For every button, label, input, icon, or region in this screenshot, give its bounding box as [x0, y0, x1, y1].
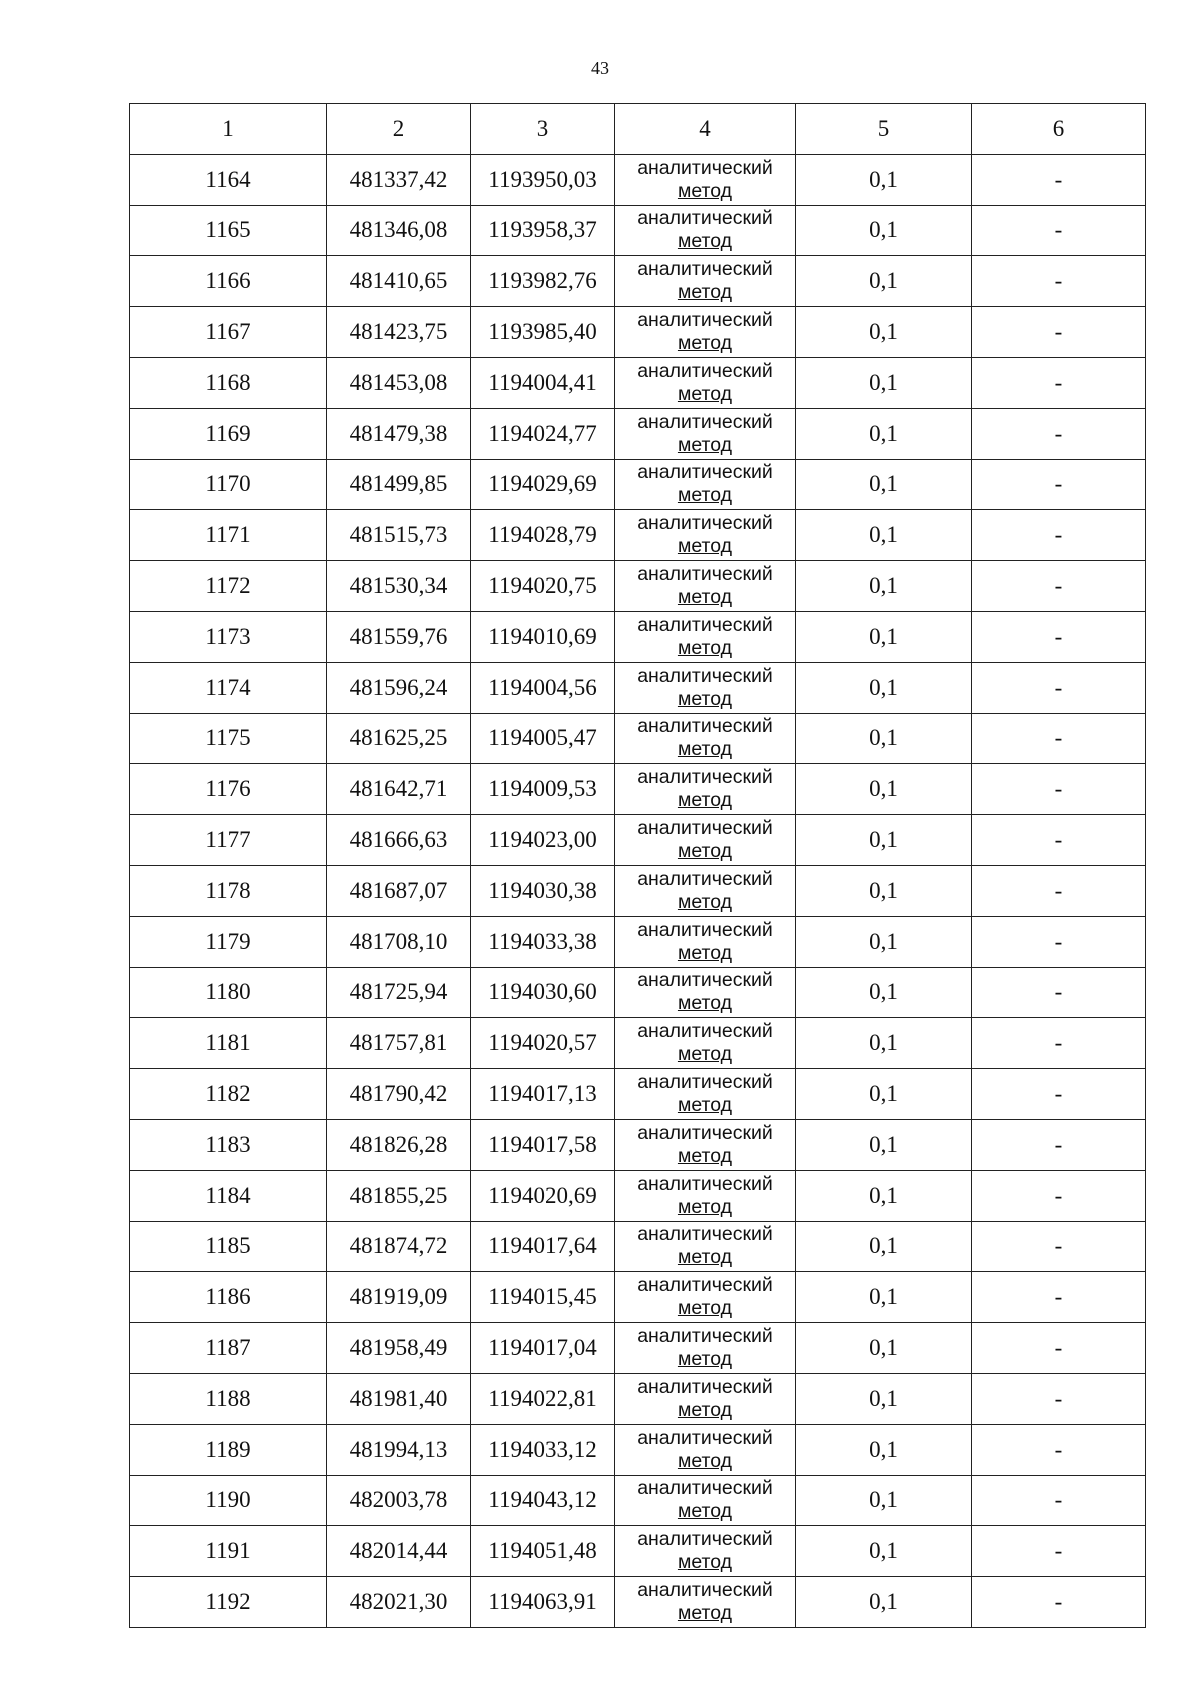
header-cell-4: 4 [615, 104, 796, 155]
table-row [130, 967, 1146, 1018]
method-word-1: аналитический [637, 613, 773, 636]
accuracy-cell: 0,1 [796, 1221, 972, 1272]
point-number-cell: 1169 [130, 408, 327, 459]
table-row [130, 154, 1146, 205]
method-word-1: аналитический [637, 512, 773, 535]
table-row [130, 1424, 1146, 1475]
note-cell: - [972, 713, 1146, 764]
note-cell: - [972, 1119, 1146, 1170]
table-row [130, 1221, 1146, 1272]
method-word-2: метод [677, 332, 733, 355]
table-row [130, 1373, 1146, 1424]
method-word-1: аналитический [637, 1071, 773, 1094]
method-cell [615, 1119, 796, 1170]
method-word-1: аналитический [637, 309, 773, 332]
method-cell [615, 764, 796, 815]
method-word-2: метод [677, 1449, 733, 1472]
point-number-cell: 1181 [130, 1018, 327, 1069]
y-coordinate-cell: 1194004,41 [471, 357, 615, 408]
method-word-2: метод [677, 1500, 733, 1523]
note-cell: - [972, 205, 1146, 256]
method-word-2: метод [677, 1144, 733, 1167]
accuracy-cell: 0,1 [796, 1170, 972, 1221]
table-row [130, 713, 1146, 764]
method-cell [615, 1069, 796, 1120]
y-coordinate-cell: 1193982,76 [471, 256, 615, 307]
note-cell: - [972, 611, 1146, 662]
x-coordinate-cell: 481642,71 [327, 764, 471, 815]
note-cell: - [972, 357, 1146, 408]
method-cell [615, 1577, 796, 1628]
accuracy-cell: 0,1 [796, 1373, 972, 1424]
note-cell: - [972, 1018, 1146, 1069]
method-cell [615, 967, 796, 1018]
table-row [130, 1119, 1146, 1170]
method-word-2: метод [677, 1195, 733, 1218]
method-cell [615, 510, 796, 561]
method-word-2: метод [677, 789, 733, 812]
table-row [130, 815, 1146, 866]
accuracy-cell: 0,1 [796, 1424, 972, 1475]
header-cell-5: 5 [796, 104, 972, 155]
header-cell-3: 3 [471, 104, 615, 155]
y-coordinate-cell: 1194017,64 [471, 1221, 615, 1272]
accuracy-cell: 0,1 [796, 307, 972, 358]
table-row [130, 662, 1146, 713]
table-row [130, 764, 1146, 815]
method-word-2: метод [677, 1398, 733, 1421]
y-coordinate-cell: 1194009,53 [471, 764, 615, 815]
method-cell [615, 1373, 796, 1424]
note-cell: - [972, 459, 1146, 510]
method-word-2: метод [677, 1094, 733, 1117]
method-cell [615, 1221, 796, 1272]
y-coordinate-cell: 1194030,38 [471, 865, 615, 916]
accuracy-cell: 0,1 [796, 815, 972, 866]
method-word-2: метод [677, 179, 733, 202]
note-cell: - [972, 1323, 1146, 1374]
method-word-2: метод [677, 382, 733, 405]
x-coordinate-cell: 481790,42 [327, 1069, 471, 1120]
accuracy-cell: 0,1 [796, 357, 972, 408]
method-word-1: аналитический [637, 766, 773, 789]
note-cell: - [972, 865, 1146, 916]
table-row [130, 307, 1146, 358]
point-number-cell: 1192 [130, 1577, 327, 1628]
point-number-cell: 1173 [130, 611, 327, 662]
method-cell [615, 561, 796, 612]
method-word-1: аналитический [637, 410, 773, 433]
method-word-1: аналитический [637, 1325, 773, 1348]
accuracy-cell: 0,1 [796, 865, 972, 916]
point-number-cell: 1190 [130, 1475, 327, 1526]
method-cell [615, 611, 796, 662]
accuracy-cell: 0,1 [796, 713, 972, 764]
method-word-1: аналитический [637, 664, 773, 687]
method-word-2: метод [677, 941, 733, 964]
y-coordinate-cell: 1194017,13 [471, 1069, 615, 1120]
accuracy-cell: 0,1 [796, 408, 972, 459]
method-word-1: аналитический [637, 1477, 773, 1500]
y-coordinate-cell: 1194051,48 [471, 1526, 615, 1577]
y-coordinate-cell: 1194005,47 [471, 713, 615, 764]
table-row [130, 1069, 1146, 1120]
method-word-1: аналитический [637, 1426, 773, 1449]
y-coordinate-cell: 1194020,57 [471, 1018, 615, 1069]
x-coordinate-cell: 481453,08 [327, 357, 471, 408]
note-cell: - [972, 307, 1146, 358]
method-word-1: аналитический [637, 1274, 773, 1297]
method-cell [615, 1018, 796, 1069]
x-coordinate-cell: 482021,30 [327, 1577, 471, 1628]
y-coordinate-cell: 1194017,58 [471, 1119, 615, 1170]
method-word-2: метод [677, 586, 733, 609]
method-cell [615, 865, 796, 916]
method-word-2: метод [677, 890, 733, 913]
method-word-2: метод [677, 230, 733, 253]
method-word-1: аналитический [637, 359, 773, 382]
method-word-1: аналитический [637, 156, 773, 179]
method-cell [615, 459, 796, 510]
x-coordinate-cell: 481708,10 [327, 916, 471, 967]
method-word-2: метод [677, 687, 733, 710]
header-cell-6: 6 [972, 104, 1146, 155]
y-coordinate-cell: 1194028,79 [471, 510, 615, 561]
note-cell: - [972, 1475, 1146, 1526]
table-header-row [130, 104, 1146, 155]
y-coordinate-cell: 1194010,69 [471, 611, 615, 662]
x-coordinate-cell: 481666,63 [327, 815, 471, 866]
point-number-cell: 1191 [130, 1526, 327, 1577]
accuracy-cell: 0,1 [796, 205, 972, 256]
note-cell: - [972, 561, 1146, 612]
y-coordinate-cell: 1194023,00 [471, 815, 615, 866]
y-coordinate-cell: 1194020,75 [471, 561, 615, 612]
method-cell [615, 256, 796, 307]
note-cell: - [972, 256, 1146, 307]
y-coordinate-cell: 1194020,69 [471, 1170, 615, 1221]
accuracy-cell: 0,1 [796, 1069, 972, 1120]
method-cell [615, 1272, 796, 1323]
method-cell [615, 154, 796, 205]
x-coordinate-cell: 481479,38 [327, 408, 471, 459]
accuracy-cell: 0,1 [796, 561, 972, 612]
y-coordinate-cell: 1194015,45 [471, 1272, 615, 1323]
accuracy-cell: 0,1 [796, 510, 972, 561]
x-coordinate-cell: 482003,78 [327, 1475, 471, 1526]
note-cell: - [972, 1272, 1146, 1323]
method-word-2: метод [677, 1043, 733, 1066]
page-number: 43 [591, 58, 609, 78]
accuracy-cell: 0,1 [796, 967, 972, 1018]
y-coordinate-cell: 1194004,56 [471, 662, 615, 713]
y-coordinate-cell: 1193958,37 [471, 205, 615, 256]
table-row [130, 408, 1146, 459]
method-word-1: аналитический [637, 207, 773, 230]
point-number-cell: 1185 [130, 1221, 327, 1272]
note-cell: - [972, 916, 1146, 967]
x-coordinate-cell: 481346,08 [327, 205, 471, 256]
header-cell-1: 1 [130, 104, 327, 155]
accuracy-cell: 0,1 [796, 459, 972, 510]
accuracy-cell: 0,1 [796, 1119, 972, 1170]
accuracy-cell: 0,1 [796, 662, 972, 713]
method-word-1: аналитический [637, 1528, 773, 1551]
coordinates-table [129, 103, 1146, 1628]
method-word-2: метод [677, 738, 733, 761]
point-number-cell: 1180 [130, 967, 327, 1018]
table-row [130, 1577, 1146, 1628]
point-number-cell: 1183 [130, 1119, 327, 1170]
point-number-cell: 1177 [130, 815, 327, 866]
x-coordinate-cell: 481855,25 [327, 1170, 471, 1221]
method-word-1: аналитический [637, 1020, 773, 1043]
note-cell: - [972, 662, 1146, 713]
note-cell: - [972, 510, 1146, 561]
note-cell: - [972, 815, 1146, 866]
method-cell [615, 1526, 796, 1577]
x-coordinate-cell: 481958,49 [327, 1323, 471, 1374]
method-word-1: аналитический [637, 817, 773, 840]
accuracy-cell: 0,1 [796, 1272, 972, 1323]
accuracy-cell: 0,1 [796, 1577, 972, 1628]
y-coordinate-cell: 1193985,40 [471, 307, 615, 358]
table-body [130, 104, 1146, 1628]
note-cell: - [972, 1170, 1146, 1221]
note-cell: - [972, 967, 1146, 1018]
x-coordinate-cell: 481530,34 [327, 561, 471, 612]
method-word-2: метод [677, 1297, 733, 1320]
accuracy-cell: 0,1 [796, 1526, 972, 1577]
method-cell [615, 1170, 796, 1221]
y-coordinate-cell: 1194029,69 [471, 459, 615, 510]
table-row [130, 1018, 1146, 1069]
method-word-1: аналитический [637, 1375, 773, 1398]
x-coordinate-cell: 481826,28 [327, 1119, 471, 1170]
method-word-1: аналитический [637, 715, 773, 738]
point-number-cell: 1188 [130, 1373, 327, 1424]
point-number-cell: 1172 [130, 561, 327, 612]
accuracy-cell: 0,1 [796, 1323, 972, 1374]
point-number-cell: 1171 [130, 510, 327, 561]
table-row [130, 1526, 1146, 1577]
x-coordinate-cell: 481596,24 [327, 662, 471, 713]
table-row [130, 561, 1146, 612]
accuracy-cell: 0,1 [796, 611, 972, 662]
note-cell: - [972, 408, 1146, 459]
x-coordinate-cell: 481757,81 [327, 1018, 471, 1069]
x-coordinate-cell: 482014,44 [327, 1526, 471, 1577]
x-coordinate-cell: 481919,09 [327, 1272, 471, 1323]
table-row [130, 916, 1146, 967]
note-cell: - [972, 1526, 1146, 1577]
point-number-cell: 1178 [130, 865, 327, 916]
accuracy-cell: 0,1 [796, 1018, 972, 1069]
point-number-cell: 1179 [130, 916, 327, 967]
method-word-2: метод [677, 433, 733, 456]
note-cell: - [972, 1069, 1146, 1120]
point-number-cell: 1186 [130, 1272, 327, 1323]
x-coordinate-cell: 481981,40 [327, 1373, 471, 1424]
method-word-1: аналитический [637, 918, 773, 941]
table-row [130, 1323, 1146, 1374]
accuracy-cell: 0,1 [796, 256, 972, 307]
accuracy-cell: 0,1 [796, 916, 972, 967]
x-coordinate-cell: 481337,42 [327, 154, 471, 205]
table-row [130, 357, 1146, 408]
method-word-2: метод [677, 281, 733, 304]
method-cell [615, 357, 796, 408]
table-row [130, 459, 1146, 510]
point-number-cell: 1168 [130, 357, 327, 408]
method-cell [615, 1323, 796, 1374]
method-cell [615, 408, 796, 459]
method-word-2: метод [677, 1246, 733, 1269]
method-cell [615, 662, 796, 713]
point-number-cell: 1165 [130, 205, 327, 256]
x-coordinate-cell: 481499,85 [327, 459, 471, 510]
point-number-cell: 1182 [130, 1069, 327, 1120]
method-word-1: аналитический [637, 1121, 773, 1144]
method-word-2: метод [677, 840, 733, 863]
method-word-1: аналитический [637, 258, 773, 281]
y-coordinate-cell: 1194033,12 [471, 1424, 615, 1475]
method-cell [615, 205, 796, 256]
method-word-2: метод [677, 1602, 733, 1624]
note-cell: - [972, 764, 1146, 815]
y-coordinate-cell: 1194022,81 [471, 1373, 615, 1424]
x-coordinate-cell: 481994,13 [327, 1424, 471, 1475]
method-word-1: аналитический [637, 1172, 773, 1195]
x-coordinate-cell: 481423,75 [327, 307, 471, 358]
method-word-2: метод [677, 636, 733, 659]
y-coordinate-cell: 1194063,91 [471, 1577, 615, 1628]
point-number-cell: 1189 [130, 1424, 327, 1475]
note-cell: - [972, 1221, 1146, 1272]
y-coordinate-cell: 1193950,03 [471, 154, 615, 205]
x-coordinate-cell: 481625,25 [327, 713, 471, 764]
table-row [130, 1475, 1146, 1526]
method-cell [615, 713, 796, 764]
note-cell: - [972, 1577, 1146, 1628]
table-row [130, 510, 1146, 561]
point-number-cell: 1176 [130, 764, 327, 815]
y-coordinate-cell: 1194033,38 [471, 916, 615, 967]
point-number-cell: 1184 [130, 1170, 327, 1221]
method-word-2: метод [677, 1348, 733, 1371]
method-word-2: метод [677, 535, 733, 558]
method-cell [615, 916, 796, 967]
header-cell-2: 2 [327, 104, 471, 155]
table-row [130, 205, 1146, 256]
method-word-1: аналитический [637, 563, 773, 586]
point-number-cell: 1164 [130, 154, 327, 205]
x-coordinate-cell: 481874,72 [327, 1221, 471, 1272]
table-row [130, 611, 1146, 662]
method-word-2: метод [677, 992, 733, 1015]
method-cell [615, 815, 796, 866]
y-coordinate-cell: 1194017,04 [471, 1323, 615, 1374]
point-number-cell: 1167 [130, 307, 327, 358]
point-number-cell: 1187 [130, 1323, 327, 1374]
method-cell [615, 1475, 796, 1526]
method-cell [615, 1424, 796, 1475]
method-word-2: метод [677, 1551, 733, 1574]
method-word-1: аналитический [637, 1579, 773, 1601]
method-cell [615, 307, 796, 358]
method-word-1: аналитический [637, 1223, 773, 1246]
method-word-1: аналитический [637, 867, 773, 890]
accuracy-cell: 0,1 [796, 1475, 972, 1526]
x-coordinate-cell: 481515,73 [327, 510, 471, 561]
y-coordinate-cell: 1194024,77 [471, 408, 615, 459]
y-coordinate-cell: 1194030,60 [471, 967, 615, 1018]
accuracy-cell: 0,1 [796, 154, 972, 205]
point-number-cell: 1170 [130, 459, 327, 510]
point-number-cell: 1174 [130, 662, 327, 713]
note-cell: - [972, 1373, 1146, 1424]
x-coordinate-cell: 481410,65 [327, 256, 471, 307]
x-coordinate-cell: 481559,76 [327, 611, 471, 662]
point-number-cell: 1166 [130, 256, 327, 307]
method-word-1: аналитический [637, 969, 773, 992]
method-word-2: метод [677, 484, 733, 507]
accuracy-cell: 0,1 [796, 764, 972, 815]
method-word-1: аналитический [637, 461, 773, 484]
note-cell: - [972, 1424, 1146, 1475]
table-row [130, 865, 1146, 916]
y-coordinate-cell: 1194043,12 [471, 1475, 615, 1526]
x-coordinate-cell: 481687,07 [327, 865, 471, 916]
table-row [130, 1170, 1146, 1221]
point-number-cell: 1175 [130, 713, 327, 764]
table-row [130, 1272, 1146, 1323]
x-coordinate-cell: 481725,94 [327, 967, 471, 1018]
note-cell: - [972, 154, 1146, 205]
table-row [130, 256, 1146, 307]
